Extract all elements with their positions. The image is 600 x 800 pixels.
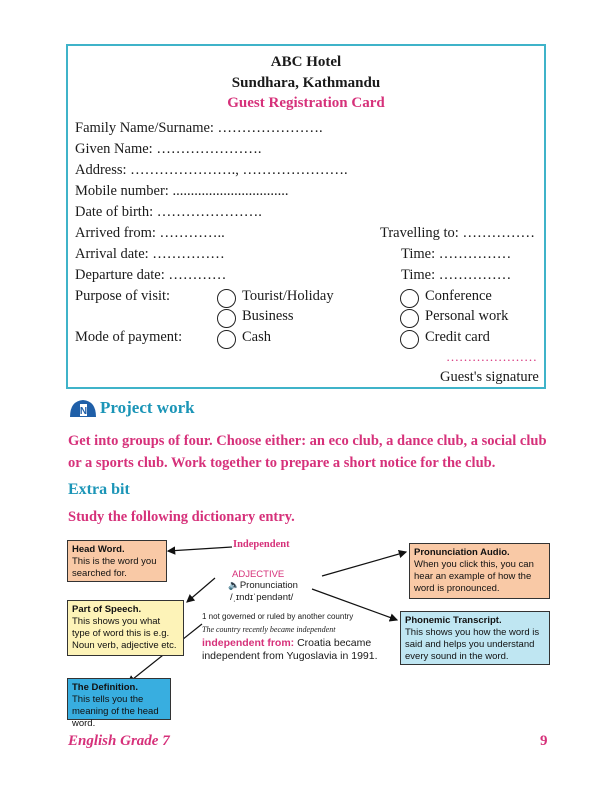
address-field: Address: …………………., ………………….: [75, 162, 348, 178]
definition-body: This tells you the meaning of the head word.: [72, 694, 159, 729]
extra-instruction: Study the following dictionary entry.: [68, 509, 295, 525]
headword-body: This is the word you searched for.: [72, 556, 157, 579]
audio-title: Pronunciation Audio.: [414, 547, 510, 558]
entry-example-2: [202, 637, 392, 663]
dob-field: Date of birth: ………………….: [75, 204, 262, 220]
entry-example-2-bold: independent from:: [202, 637, 295, 649]
cash-option: Cash: [242, 329, 271, 345]
definition-title: The Definition.: [72, 682, 138, 693]
audio-body: When you click this, you can hear an example of how the word is pronounced.: [414, 559, 534, 594]
page-number: 9: [540, 733, 548, 749]
signature-label: Guest's signature: [440, 369, 539, 385]
phonetic-box: [400, 611, 550, 665]
personal-work-option: Personal work: [425, 308, 509, 324]
headword-box: [67, 540, 167, 582]
business-option: Business: [242, 308, 294, 324]
conference-option: Conference: [425, 288, 492, 304]
arrow-headword: [168, 547, 232, 551]
phonetic-title: Phonemic Transcript.: [405, 615, 502, 626]
credit-card-option: Credit card: [425, 329, 490, 345]
entry-pronunciation[interactable]: 🔈Pronunciation: [228, 580, 298, 591]
payment-label: Mode of payment:: [75, 329, 183, 345]
entry-pos: ADJECTIVE: [232, 569, 285, 580]
departure-date-field: Departure date: …………: [75, 267, 227, 283]
footer-book: English Grade 7: [68, 733, 170, 749]
entry-example-2-text: Croatia became independent from Yugoslavia in 1991.: [202, 637, 378, 662]
project-instruction: Get into groups of four. Choose either: an eco club, a dance club, a social club or a sports club. Work together to prepare a short notice for the club.: [68, 433, 547, 471]
hotel-name: ABC Hotel: [270, 54, 342, 70]
extra-bit-heading: Extra bit: [68, 481, 130, 498]
travelling-to-field: Travelling to: ……………: [380, 225, 535, 241]
arrow-pos: [187, 578, 215, 602]
part-of-speech-box: [67, 600, 184, 656]
entry-word: Independent: [233, 539, 290, 550]
entry-example: The country recently became independent: [202, 625, 336, 634]
entry-ipa: /ˌɪndɪˈpendənt/: [230, 592, 294, 603]
arrived-from-field: Arrived from: …………..: [75, 225, 225, 241]
entry-definition: 1 not governed or ruled by another country: [202, 612, 354, 621]
given-name-field: Given Name: ………………….: [75, 141, 262, 157]
tourist-option: Tourist/Holiday: [242, 288, 334, 304]
definition-box: [67, 678, 171, 729]
project-work-heading: Project work: [100, 398, 195, 417]
headword-title: Head Word.: [72, 544, 125, 555]
project-icon-letter: N: [79, 406, 88, 417]
pos-title: Part of Speech.: [72, 604, 142, 615]
arrival-time-field: Time: ……………: [401, 246, 512, 262]
signature-line: …………………: [446, 349, 537, 364]
mobile-field: Mobile number: ................................: [75, 183, 289, 199]
phonetic-body: This shows you how the word is said and helps you understand every sound in the word.: [405, 627, 540, 662]
purpose-label: Purpose of visit:: [75, 288, 171, 304]
arrival-date-field: Arrival date: ……………: [75, 246, 225, 262]
hotel-location: Sundhara, Kathmandu: [231, 75, 381, 91]
card-title: Guest Registration Card: [227, 95, 385, 111]
audio-box: [409, 543, 550, 599]
pos-body: This shows you what type of word this is e.g. Noun verb, adjective etc.: [72, 616, 177, 651]
family-name-field: Family Name/Surname: ………………….: [75, 120, 323, 136]
departure-time-field: Time: ……………: [401, 267, 512, 283]
arrow-audio: [322, 552, 406, 576]
